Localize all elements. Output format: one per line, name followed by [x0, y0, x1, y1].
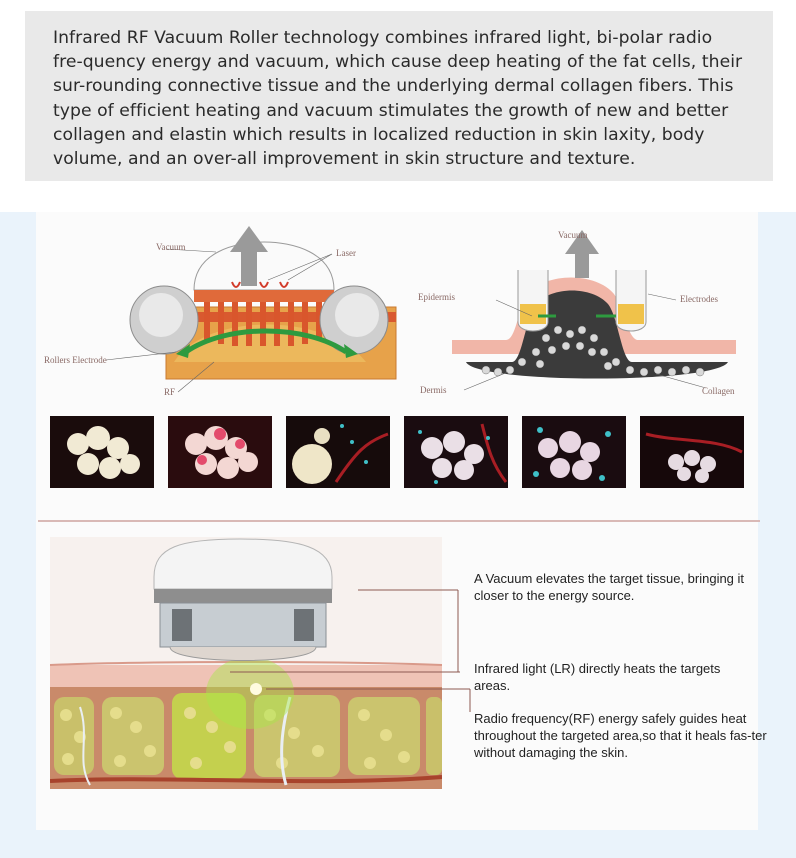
note-infrared: Infrared light (LR) directly heats the targets areas. [474, 661, 721, 693]
label-electrodes: Electrodes [680, 294, 718, 304]
label-laser: Laser [336, 248, 356, 258]
label-epidermis: Epidermis [418, 292, 455, 302]
intro-text: Infrared RF Vacuum Roller technology combines infrared light, bi-polar radio fre-quency energy and vacuum, which cause deep heating of the fat cells, their sur-rounding connective tissue and the underlying dermal collagen fibers. This type of efficient heating and vacuum stimulates the growth of new and better collagen and elastin which results in localized reduction in skin laxity, body volume, and an over-all improvement in skin structure and texture. [53, 28, 743, 170]
label-vacuum-right: Vacuum [558, 230, 588, 240]
label-rf: RF [164, 387, 176, 397]
note-rf: Radio frequency(RF) energy safely guides heat throughout the targeted area,so that it heals fas-ter without damaging the skin. [474, 711, 767, 760]
label-vacuum-left: Vacuum [156, 242, 186, 252]
label-rollers-electrode: Rollers Electrode [44, 355, 107, 365]
label-collagen: Collagen [702, 386, 735, 396]
note-vacuum: A Vacuum elevates the target tissue, bringing it closer to the energy source. [474, 571, 745, 603]
label-dermis: Dermis [420, 385, 447, 395]
